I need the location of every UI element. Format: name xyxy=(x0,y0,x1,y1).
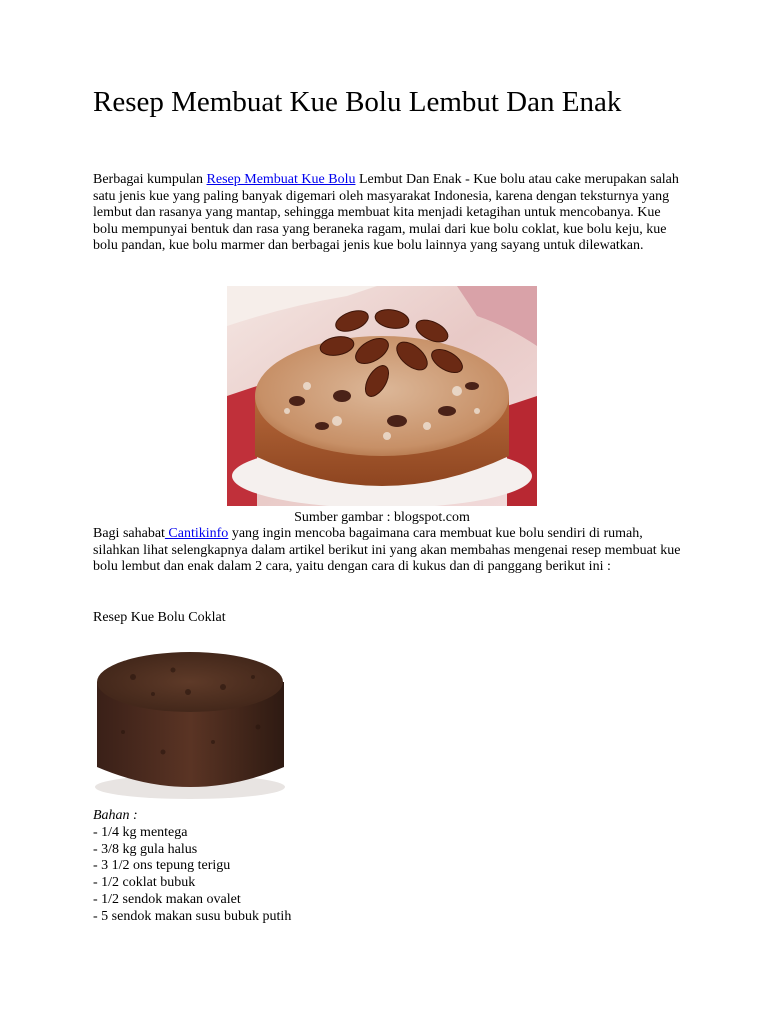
second-paragraph xyxy=(93,526,683,576)
resep-kue-bolu-link[interactable]: Resep Membuat Kue Bolu xyxy=(206,172,356,187)
intro-text-after: Lembut Dan Enak - Kue bolu atau cake merupakan salah satu jenis kue yang paling banyak digemari oleh masyarakat Indonesia, karena dengan teksturnya yang lembut dan rasanya yang mantap, sehingga membuat kita menjadi ketagihan untuk mencobanya. Kue bolu mempunyai bentuk dan rasa yang beraneka ragam, mulai dari kue bolu coklat, kue bolu keju, kue bolu pandan, kue bolu marmer dan berbagai jenis kue bolu lainnya yang sayang untuk dilewatkan. xyxy=(93,172,679,254)
cantikinfo-link[interactable]: Cantikinfo xyxy=(164,526,229,541)
second-text-before: Bagi sahabat xyxy=(93,526,165,541)
list-item: - 1/2 coklat bubuk xyxy=(93,875,196,891)
list-item: - 5 sendok makan susu bubuk putih xyxy=(93,908,292,924)
intro-text-before: Berbagai kumpulan xyxy=(93,172,207,187)
list-item: - 1/4 kg mentega xyxy=(93,824,188,840)
list-item: - 1/2 sendok makan ovalet xyxy=(93,891,241,907)
recipe-subheading: Resep Kue Bolu Coklat xyxy=(93,610,226,625)
ingredients-label: Bahan : xyxy=(93,808,138,823)
image-caption: Sumber gambar : blogspot.com xyxy=(294,510,470,525)
second-text-after: yang ingin mencoba bagaimana cara membuat kue bolu sendiri di rumah, silahkan lihat selengkapnya dalam artikel berikut ini yang akan membahas mengenai resep membuat kue bolu lembut dan enak dalam 2 cara, yaitu dengan cara di kukus dan di panggang berikut ini : xyxy=(93,526,681,575)
chocolate-cake-image xyxy=(93,642,288,802)
list-item: - 3/8 kg gula halus xyxy=(93,841,198,857)
article-title: Resep Membuat Kue Bolu Lembut Dan Enak xyxy=(93,86,622,118)
ingredients-section xyxy=(93,808,291,926)
intro-paragraph xyxy=(93,172,683,255)
date-cake-image xyxy=(227,286,537,506)
ingredients-list xyxy=(93,825,291,926)
list-item: - 3 1/2 ons tepung terigu xyxy=(93,858,231,874)
